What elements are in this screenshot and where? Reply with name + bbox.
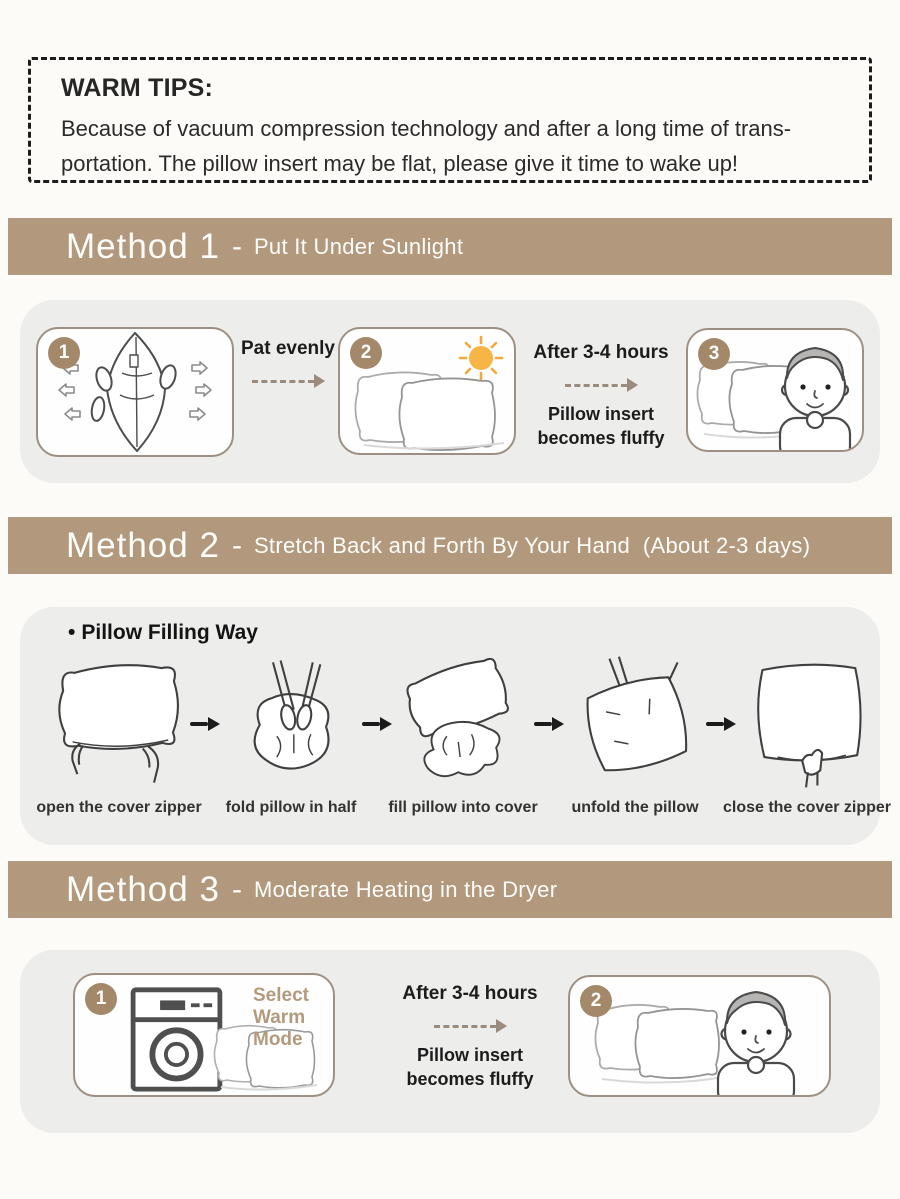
fill-step-caption: fold pillow in half — [225, 799, 357, 816]
method1-subtitle: Put It Under Sunlight — [253, 233, 464, 259]
fluffy-note-line2: becomes fluffy — [406, 1069, 534, 1089]
after-hours-label: After 3-4 hours — [402, 983, 538, 1004]
method1-step2-box — [338, 327, 516, 455]
warm-tips-line1: Because of vacuum compression technology and after a long time of trans- — [61, 116, 792, 141]
fill-step-fold-half — [220, 655, 362, 817]
step-number-badge: 2 — [580, 985, 612, 1017]
fluffy-pillows-icon — [344, 365, 514, 451]
fluffy-note-line1: Pillow insert — [416, 1045, 524, 1065]
fill-step-unfold — [564, 655, 706, 817]
method2-subtitle: Stretch Back and Forth By Your Hand (About 2-3 days) — [253, 532, 811, 558]
close-zipper-illustration-icon — [736, 655, 878, 791]
bullet-icon: • — [68, 621, 76, 644]
method3-banner — [8, 861, 892, 918]
unfold-pillow-illustration-icon — [564, 655, 706, 791]
method3-connector — [380, 983, 560, 1091]
method1-title: Method 1 — [66, 226, 220, 266]
fill-step-close-zipper — [722, 655, 892, 817]
method1-connector2 — [515, 342, 687, 450]
method3-subtitle: Moderate Heating in the Dryer — [253, 876, 558, 902]
fill-step-open-zipper — [36, 655, 202, 817]
arrow-right-icon — [706, 717, 736, 731]
method3-panel — [20, 950, 880, 1133]
method1-connector1 — [238, 338, 338, 398]
section-title: Pillow Filling Way — [81, 621, 258, 644]
method2-panel — [20, 607, 892, 845]
method1-panel — [20, 300, 880, 483]
fill-step-caption: close the cover zipper — [722, 799, 892, 816]
fold-pillow-illustration-icon — [220, 655, 362, 791]
fill-step-fill-cover — [388, 655, 538, 817]
warm-tips-line2: portation. The pillow insert may be flat, please give it time to wake up! — [61, 151, 739, 176]
step-number-badge: 2 — [350, 337, 382, 369]
arrow-right-icon — [534, 717, 564, 731]
method3-title: Method 3 — [66, 869, 220, 909]
pat-evenly-label: Pat evenly — [241, 338, 335, 359]
select-warm-mode-label: Select Warm Mode — [253, 985, 309, 1050]
person-with-pillows-icon — [576, 979, 829, 1095]
method1-step3-box — [686, 328, 864, 452]
open-zipper-illustration-icon — [48, 655, 190, 791]
method2-title: Method 2 — [66, 525, 220, 565]
pillow-filling-way-heading — [68, 621, 258, 645]
method1-banner — [8, 218, 892, 275]
method1-step1-box — [36, 327, 234, 457]
filling-steps-row — [36, 655, 892, 817]
fill-cover-illustration-icon — [392, 655, 534, 791]
step-number-badge: 1 — [48, 337, 80, 369]
fill-step-caption: unfold the pillow — [571, 799, 699, 816]
method3-separator: - — [231, 872, 242, 906]
method1-separator: - — [231, 229, 242, 263]
fill-step-caption: open the cover zipper — [36, 799, 202, 816]
method2-separator: - — [231, 528, 242, 562]
warm-tips-box — [28, 57, 872, 183]
step-number-badge: 1 — [85, 983, 117, 1015]
warm-tips-title: WARM TIPS: — [61, 74, 213, 102]
step-number-badge: 3 — [698, 338, 730, 370]
method2-banner — [8, 517, 892, 574]
fluffy-note-line2: becomes fluffy — [537, 428, 665, 448]
dashed-arrow-icon — [252, 374, 325, 388]
arrow-right-icon — [190, 717, 220, 731]
method3-step2-box — [568, 975, 831, 1097]
arrow-right-icon — [362, 717, 392, 731]
dashed-arrow-icon — [434, 1019, 507, 1033]
after-hours-label: After 3-4 hours — [533, 342, 669, 363]
fill-step-caption: fill pillow into cover — [388, 799, 538, 816]
method3-step1-box — [73, 973, 335, 1097]
dashed-arrow-icon — [565, 378, 638, 392]
fluffy-note-line1: Pillow insert — [547, 404, 655, 424]
